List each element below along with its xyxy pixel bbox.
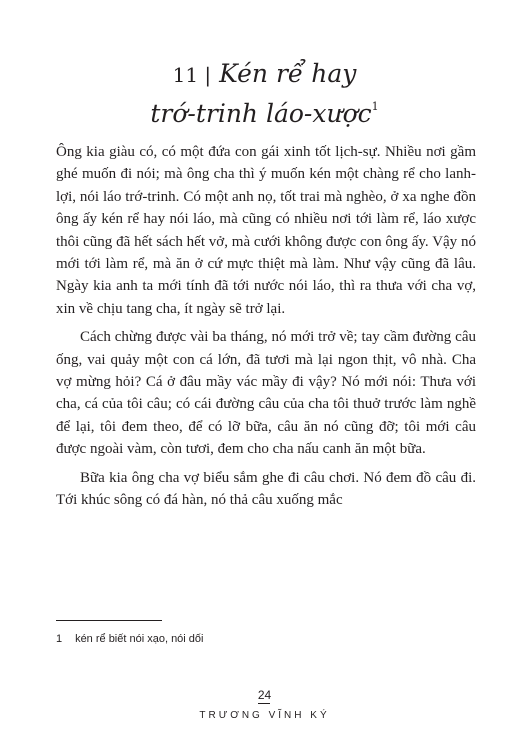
footnote: [56, 633, 203, 645]
chapter-title-line2: [0, 91, 529, 130]
body-text: [56, 141, 476, 518]
chapter-title-line1: [0, 58, 529, 91]
chapter-title: [0, 58, 529, 130]
footnote-text: kén rể biết nói xạo, nói dối: [75, 633, 204, 645]
chapter-number: 11 |: [172, 63, 212, 87]
chapter-title-text2: trớ-trinh láo-xược: [150, 99, 372, 128]
footnote-number: 1: [56, 633, 63, 645]
page-number-underline: [258, 703, 270, 704]
paragraph-3: Bữa kia ông cha vợ biểu sắm ghe đi câu chơi. Nó đem đồ câu đi. Tới khúc sông có đá hàn, nó thả câu xuống mắc: [56, 469, 476, 509]
paragraph-1: Ông kia giàu có, có một đứa con gái xinh tốt lịch-sự. Nhiều nơi gầm ghé muốn đi nói; mà ông cha thì ý muốn kén một chàng rể cho lanh-lợi, nói láo trớ-trinh. Có một anh nọ, tốt trai mà nghèo, ở xa nghe đồn ông ấy kén rể hay nói láo, mà cũng có nhiều nơi tới làm rể, láo xược thôi cũng đã hết sách hết vở, mà cưới không được con ông ấy. Vậy nó mới tới làm rể, mà ăn ở cứ mực thiệt mà làm. Như vậy cũng đã lâu. Ngày kia anh ta mới tính đã tới nước nói láo, thì ra thưa với cha vợ, xin về chịu tang cha, ít ngày sẽ trở lại.: [56, 144, 476, 317]
page-number: 24: [257, 688, 272, 702]
footnote-divider: [56, 620, 162, 621]
chapter-title-text1: Kén rể hay: [219, 59, 357, 88]
paragraph-2: Cách chừng được vài ba tháng, nó mới trở về; tay cầm đường câu ống, vai quảy một con cá lớn, đã tươi mà lại ngon thịt, vô nhà. Cha vợ mừng hỏi? Cá ở đâu mầy vác mầy đi vậy? Nó mới nói: Thưa với cha, cá của tôi câu; có cái đường câu của cha tôi thuở trước làm nghề để lại, tôi đem theo, để có lỡ bữa, câu ăn nó cũng đỡ; tôi mới câu được ngoài vàm, còn tươi, đem cho cha nấu canh ăn một bữa.: [56, 329, 476, 458]
footnote-marker: 1: [371, 100, 379, 113]
running-footer: TRƯƠNG VĨNH KÝ: [199, 710, 330, 721]
